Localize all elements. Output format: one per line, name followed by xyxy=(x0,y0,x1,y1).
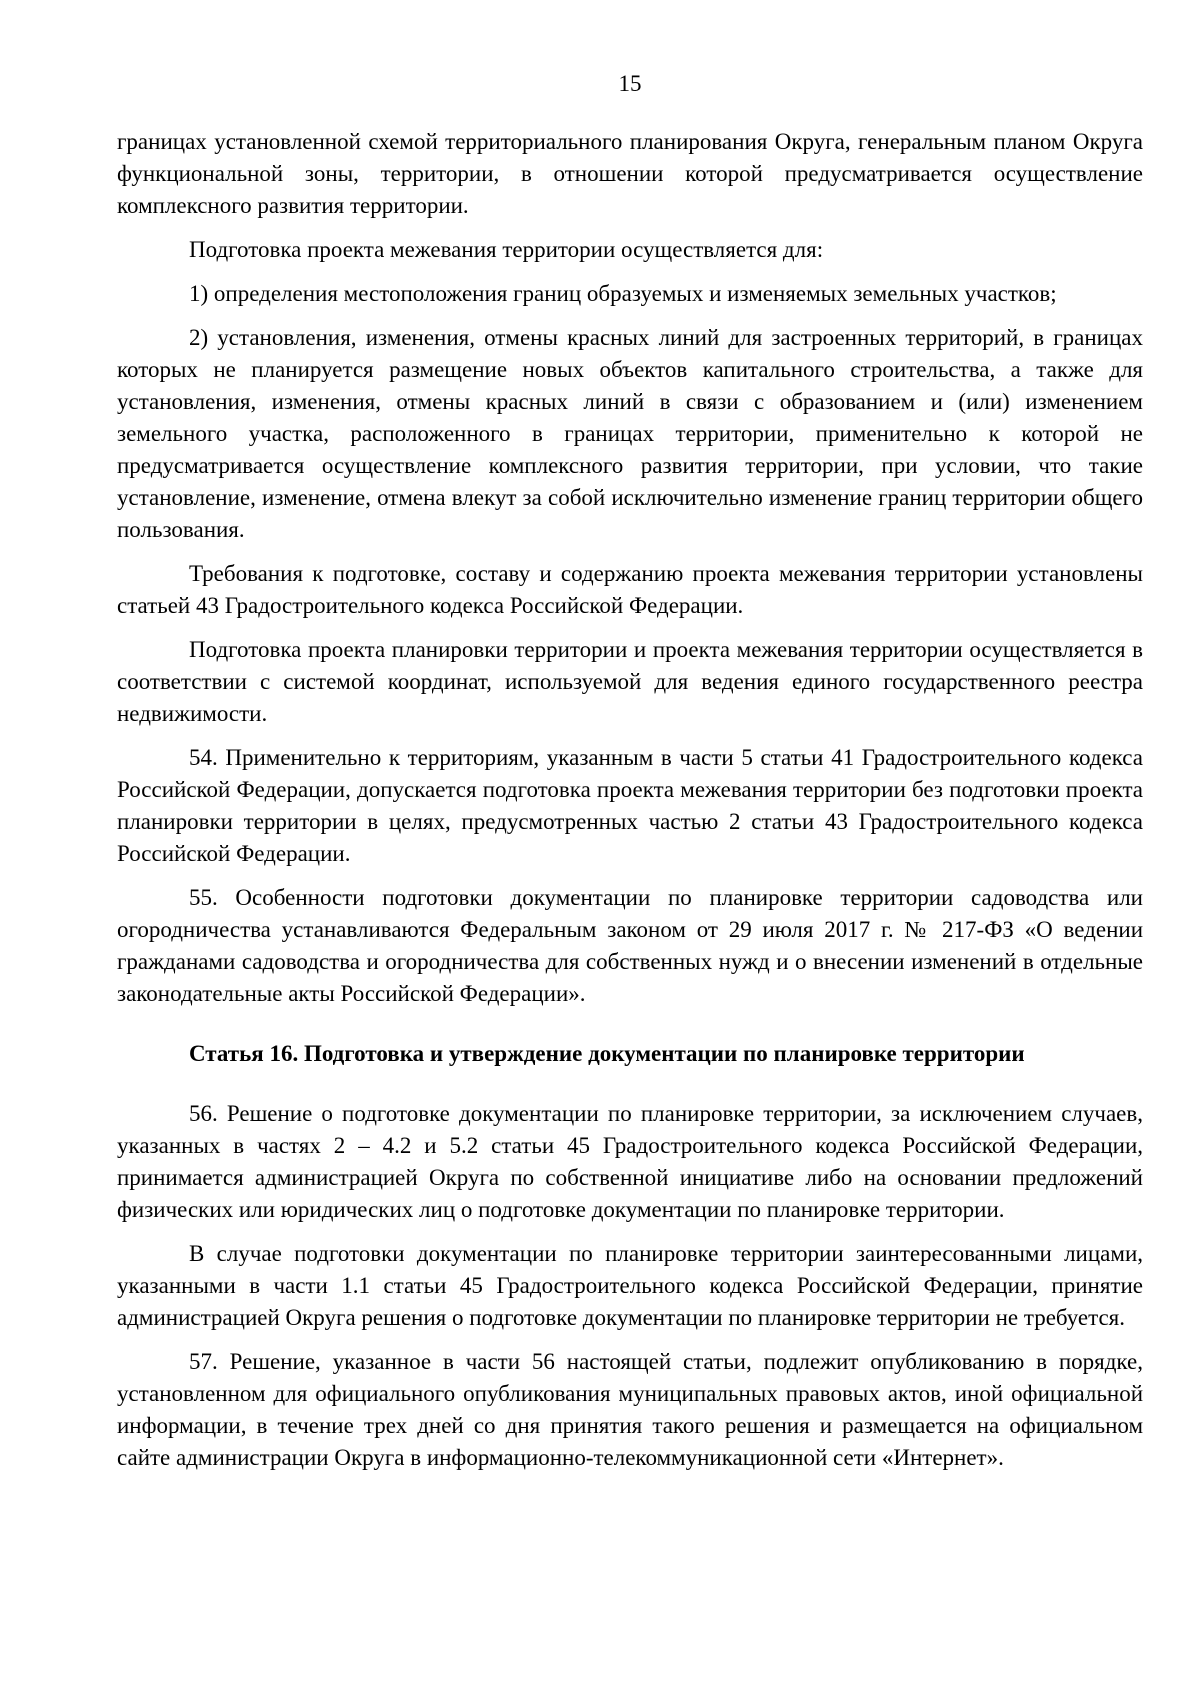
paragraph-requirements: Требования к подготовке, составу и содержанию проекта межевания территории установлены статьей 43 Градостроительного кодекса Российской Федерации. xyxy=(117,561,1143,618)
document-page xyxy=(117,68,1143,1486)
paragraph-clause-56: 56. Решение о подготовке документации по планировке территории, за исключением случаев, указанных в частях 2 – 4.2 и 5.2 статьи 45 Градостроительного кодекса Российской Федерации, принимается администрацией Округа по собственной инициативе либо на основании предложений физических или юридических лиц о подготовке документации по планировке территории. xyxy=(117,1101,1143,1222)
paragraph-clause-54: 54. Применительно к территориям, указанным в части 5 статьи 41 Градостроительного кодекса Российской Федерации, допускается подготовка проекта межевания территории без подготовки проекта планировки территории в целях, предусмотренных частью 2 статьи 43 Градостроительного кодекса Российской Федерации. xyxy=(117,745,1143,866)
article-16-heading: Статья 16. Подготовка и утверждение документации по планировке территории xyxy=(189,1041,1025,1066)
page-number: 15 xyxy=(618,71,642,96)
paragraph-clause-57: 57. Решение, указанное в части 56 настоящей статьи, подлежит опубликованию в порядке, установленном для официального опубликования муниципальных правовых актов, иной официальной информации, в течение трех дней со дня принятия такого решения и размещается на официальном сайте администрации Округа в информационно-телекоммуникационной сети «Интернет». xyxy=(117,1349,1143,1470)
paragraph-item-2: 2) установления, изменения, отмены красных линий для застроенных территорий, в границах которых не планируется размещение новых объектов капитального строительства, а также для установления, изменения, отмены красных линий в связи с образованием и (или) изменением земельного участка, расположенного в границах территории, применительно к которой не предусматривается осуществление комплексного развития территории, при условии, что такие установление, изменение, отмена влекут за собой исключительно изменение границ территории общего пользования. xyxy=(117,325,1143,542)
paragraph-clause-55: 55. Особенности подготовки документации по планировке территории садоводства или огородничества устанавливаются Федеральным законом от 29 июля 2017 г. № 217-ФЗ «О ведении гражданами садоводства и огородничества для собственных нужд и о внесении изменений в отдельные законодательные акты Российской Федерации». xyxy=(117,885,1143,1006)
paragraph-interested-persons: В случае подготовки документации по планировке территории заинтересованными лицами, указанными в части 1.1 статьи 45 Градостроительного кодекса Российской Федерации, принятие администрацией Округа решения о подготовке документации по планировке территории не требуется. xyxy=(117,1241,1143,1330)
paragraph-continuation: границах установленной схемой территориального планирования Округа, генеральным планом Округа функциональной зоны, территории, в отношении которой предусматривается осуществление комплексного развития территории. xyxy=(117,129,1143,218)
paragraph-item-1: 1) определения местоположения границ образуемых и изменяемых земельных участков; xyxy=(189,281,1057,306)
paragraph-coordinate-system: Подготовка проекта планировки территории и проекта межевания территории осуществляется в соответствии с системой координат, используемой для ведения единого государственного реестра недвижимости. xyxy=(117,637,1143,726)
paragraph-survey-purposes-intro: Подготовка проекта межевания территории осуществляется для: xyxy=(189,237,824,262)
